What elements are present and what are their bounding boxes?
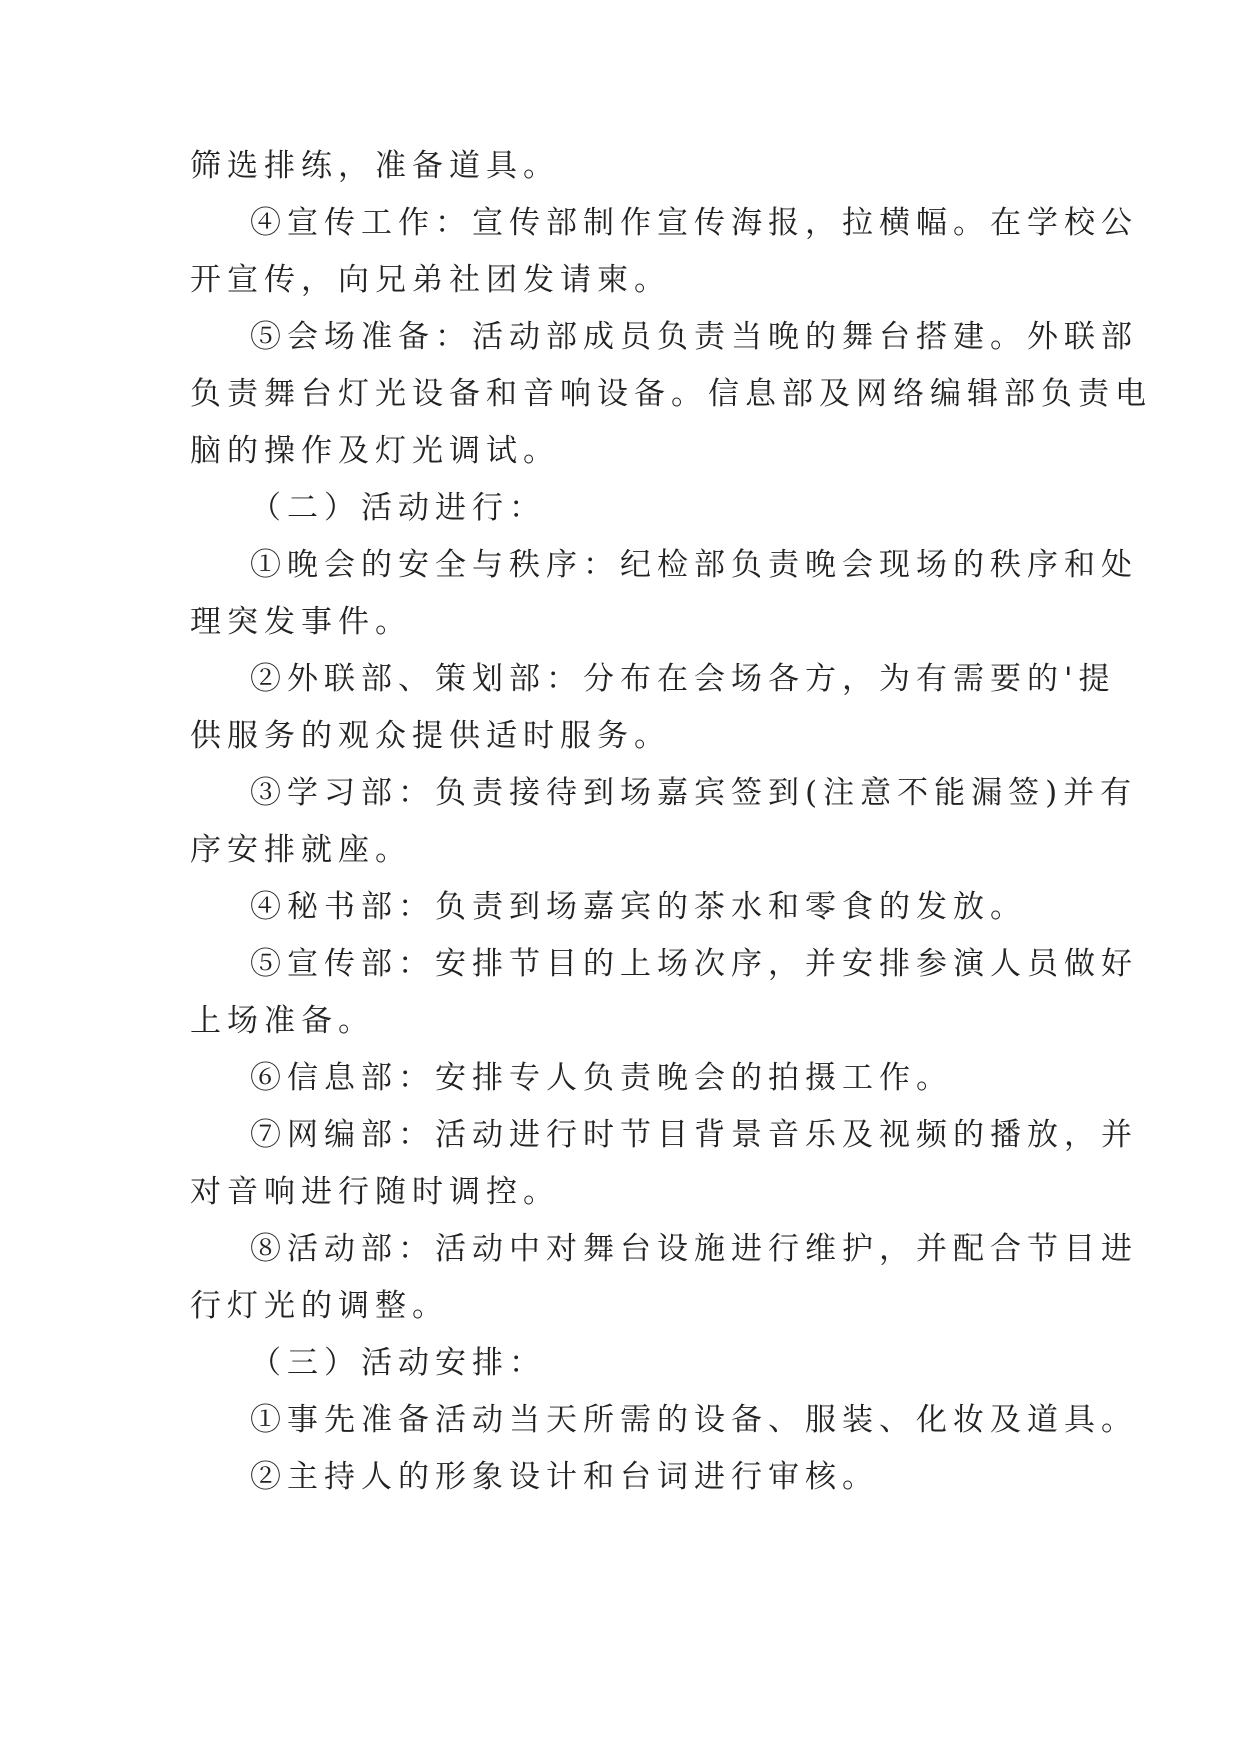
text-line: 序安排就座。 (190, 832, 412, 868)
text-line: 开宣传，向兄弟社团发请柬。 (190, 262, 671, 298)
text-line: ①事先准备活动当天所需的设备、服装、化妆及道具。 (250, 1402, 1138, 1438)
text-line: 行灯光的调整。 (190, 1288, 449, 1324)
text-line: ⑧活动部：活动中对舞台设施进行维护，并配合节目进 (250, 1231, 1138, 1267)
text-line: ③学习部：负责接待到场嘉宾签到(注意不能漏签)并有 (250, 775, 1138, 811)
text-line: 理突发事件。 (190, 604, 412, 640)
text-line: 供服务的观众提供适时服务。 (190, 718, 671, 754)
text-line: 脑的操作及灯光调试。 (190, 433, 560, 469)
text-line: 负责舞台灯光设备和音响设备。信息部及网络编辑部负责电 (190, 376, 1152, 412)
section-heading: （三）活动安排： (250, 1345, 546, 1381)
text-line: 上场准备。 (190, 1003, 375, 1039)
text-line: ⑤会场准备：活动部成员负责当晚的舞台搭建。外联部 (250, 319, 1138, 355)
text-line: ①晚会的安全与秩序：纪检部负责晚会现场的秩序和处 (250, 547, 1138, 583)
text-line: ④秘书部：负责到场嘉宾的茶水和零食的发放。 (250, 889, 1027, 925)
text-line: ⑤宣传部：安排节目的上场次序，并安排参演人员做好 (250, 946, 1138, 982)
text-line: 筛选排练，准备道具。 (190, 148, 560, 184)
text-line: ⑦网编部：活动进行时节目背景音乐及视频的播放，并 (250, 1117, 1138, 1153)
text-line: ④宣传工作：宣传部制作宣传海报，拉横幅。在学校公 (250, 205, 1138, 241)
text-line: ②外联部、策划部：分布在会场各方，为有需要的'提 (250, 661, 1116, 697)
text-line: ⑥信息部：安排专人负责晚会的拍摄工作。 (250, 1060, 953, 1096)
text-line: 对音响进行随时调控。 (190, 1174, 560, 1210)
text-line: ②主持人的形象设计和台词进行审核。 (250, 1459, 879, 1495)
section-heading: （二）活动进行： (250, 490, 546, 526)
